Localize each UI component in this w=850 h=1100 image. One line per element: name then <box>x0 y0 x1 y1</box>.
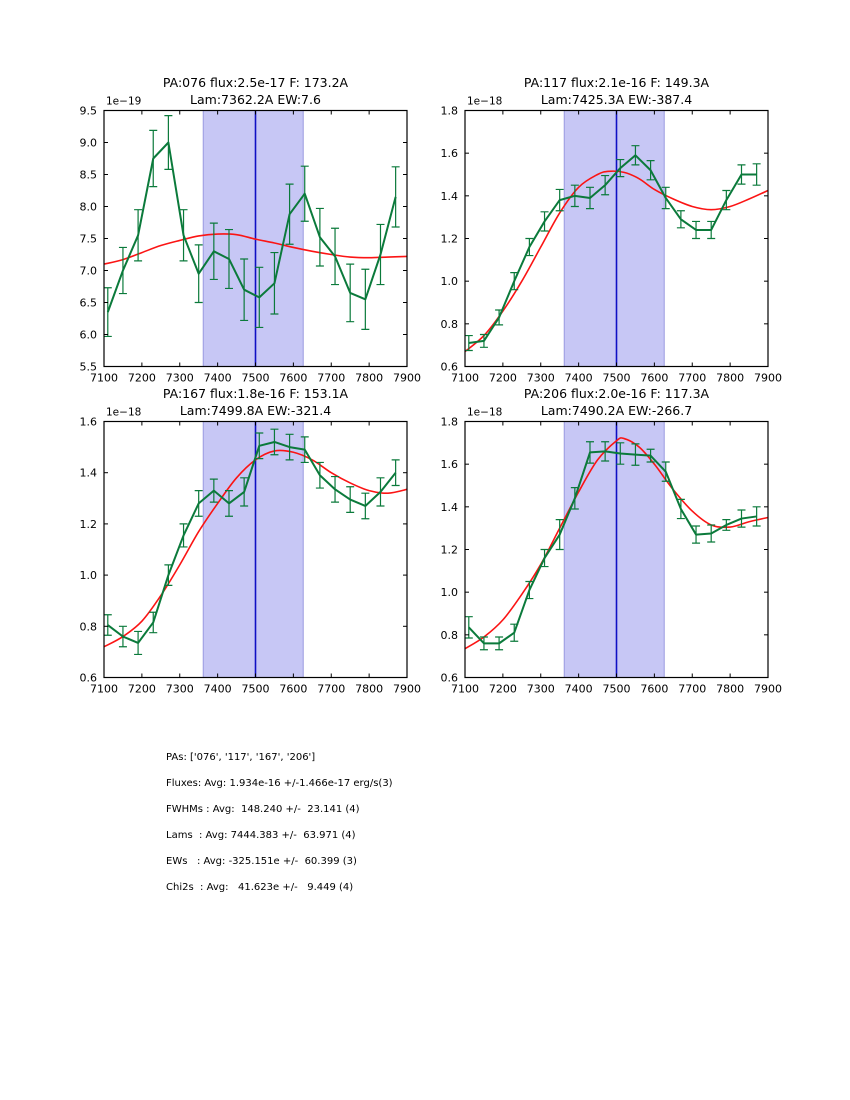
x-tick-label: 7500 <box>241 371 270 385</box>
y-tick-label: 1.6 <box>440 458 458 472</box>
y-tick-label: 1.8 <box>440 104 458 118</box>
y-tick-label: 1.4 <box>440 500 458 514</box>
y-tick-label: 0.8 <box>440 317 458 331</box>
x-tick-label: 7600 <box>640 682 669 696</box>
x-tick-label: 7300 <box>165 682 194 696</box>
y-tick-label: 7.0 <box>79 264 97 278</box>
x-tick-label: 7500 <box>241 682 270 696</box>
x-tick-label: 7400 <box>564 682 593 696</box>
subplot-title-1-line2: Lam:7425.3A EW:-387.4 <box>540 92 693 107</box>
y-tick-label: 1.4 <box>440 189 458 203</box>
subplot-title-0 <box>104 74 407 108</box>
x-tick-label: 7100 <box>90 371 118 385</box>
subplot-1 <box>441 96 783 385</box>
x-tick-label: 7300 <box>165 371 194 385</box>
x-tick-label: 7800 <box>716 682 745 696</box>
x-tick-label: 7300 <box>526 371 555 385</box>
y-tick-label: 0.8 <box>79 620 97 634</box>
x-tick-label: 7600 <box>640 371 669 385</box>
y-tick-label: 1.0 <box>440 275 458 289</box>
x-tick-label: 7500 <box>602 371 631 385</box>
subplot-title-2-line2: Lam:7499.8A EW:-321.4 <box>179 403 332 418</box>
y-tick-label: 8.0 <box>79 200 97 214</box>
y-tick-label: 1.0 <box>79 569 97 583</box>
x-tick-label: 7900 <box>754 371 782 385</box>
band-region <box>564 422 664 678</box>
x-tick-label: 7400 <box>203 682 232 696</box>
x-tick-label: 7800 <box>716 371 745 385</box>
subplot-2 <box>80 407 422 696</box>
x-tick-label: 7600 <box>279 371 308 385</box>
y-tick-label: 9.5 <box>79 104 97 118</box>
subplot-title-3 <box>465 385 768 419</box>
y-tick-label: 7.5 <box>79 232 97 246</box>
y-tick-label: 1.0 <box>440 586 458 600</box>
x-tick-label: 7200 <box>127 371 156 385</box>
x-tick-label: 7900 <box>754 682 782 696</box>
y-tick-label: 9.0 <box>79 136 97 150</box>
y-axis-offset-label: 1e−18 <box>467 95 503 108</box>
subplot-title-3-line2: Lam:7490.2A EW:-266.7 <box>540 403 693 418</box>
x-tick-label: 7700 <box>678 682 707 696</box>
subplot-title-3-line1: PA:206 flux:2.0e-16 F: 117.3A <box>523 386 710 401</box>
summary-line-lams: Lams : Avg: 7444.383 +/- 63.971 (4) <box>166 830 356 841</box>
subplot-title-2-line1: PA:167 flux:1.8e-16 F: 153.1A <box>162 386 349 401</box>
x-tick-label: 7900 <box>393 682 421 696</box>
y-tick-label: 0.8 <box>440 628 458 642</box>
subplot-title-0-line2: Lam:7362.2A EW:7.6 <box>190 92 321 107</box>
subplot-title-0-line1: PA:076 flux:2.5e-17 F: 173.2A <box>162 75 349 90</box>
x-tick-label: 7400 <box>564 371 593 385</box>
x-tick-label: 7200 <box>488 371 517 385</box>
subplot-0 <box>80 96 422 385</box>
y-tick-label: 5.5 <box>79 360 97 374</box>
x-tick-label: 7800 <box>355 682 384 696</box>
x-tick-label: 7100 <box>451 682 479 696</box>
x-tick-label: 7600 <box>279 682 308 696</box>
x-tick-label: 7100 <box>451 371 479 385</box>
y-tick-label: 0.6 <box>440 360 458 374</box>
y-tick-label: 8.5 <box>79 168 97 182</box>
subplot-title-2 <box>104 385 407 419</box>
x-tick-label: 7200 <box>488 682 517 696</box>
y-axis-offset-label: 1e−19 <box>106 95 142 108</box>
y-tick-label: 1.6 <box>440 147 458 161</box>
summary-block <box>166 745 393 901</box>
y-tick-label: 0.6 <box>440 671 458 685</box>
y-tick-label: 0.6 <box>79 671 97 685</box>
summary-line-fluxes: Fluxes: Avg: 1.934e-16 +/-1.466e-17 erg/s(3) <box>166 778 393 789</box>
summary-line-ews: EWs : Avg: -325.151e +/- 60.399 (3) <box>166 856 357 867</box>
y-tick-label: 1.2 <box>440 543 458 557</box>
y-tick-label: 6.0 <box>79 328 97 342</box>
y-tick-label: 1.8 <box>440 415 458 429</box>
x-tick-label: 7800 <box>355 371 384 385</box>
y-tick-label: 1.2 <box>79 517 97 531</box>
x-tick-label: 7100 <box>90 682 118 696</box>
subplot-title-1-line1: PA:117 flux:2.1e-16 F: 149.3A <box>523 75 710 90</box>
x-tick-label: 7500 <box>602 682 631 696</box>
band-region <box>564 111 664 367</box>
summary-line-pas: PAs: ['076', '117', '167', '206'] <box>166 752 316 763</box>
subplot-3 <box>441 407 783 696</box>
x-tick-label: 7200 <box>127 682 156 696</box>
x-tick-label: 7900 <box>393 371 421 385</box>
summary-line-chi2s: Chi2s : Avg: 41.623e +/- 9.449 (4) <box>166 882 354 893</box>
y-tick-label: 1.2 <box>440 232 458 246</box>
y-axis-offset-label: 1e−18 <box>106 406 142 419</box>
summary-line-fwhms: FWHMs : Avg: 148.240 +/- 23.141 (4) <box>166 804 360 815</box>
y-tick-label: 6.5 <box>79 296 97 310</box>
y-tick-label: 1.6 <box>79 415 97 429</box>
x-tick-label: 7700 <box>317 682 346 696</box>
y-tick-label: 1.4 <box>79 466 97 480</box>
x-tick-label: 7300 <box>526 682 555 696</box>
x-tick-label: 7700 <box>678 371 707 385</box>
y-axis-offset-label: 1e−18 <box>467 406 503 419</box>
subplot-title-1 <box>465 74 768 108</box>
x-tick-label: 7400 <box>203 371 232 385</box>
x-tick-label: 7700 <box>317 371 346 385</box>
